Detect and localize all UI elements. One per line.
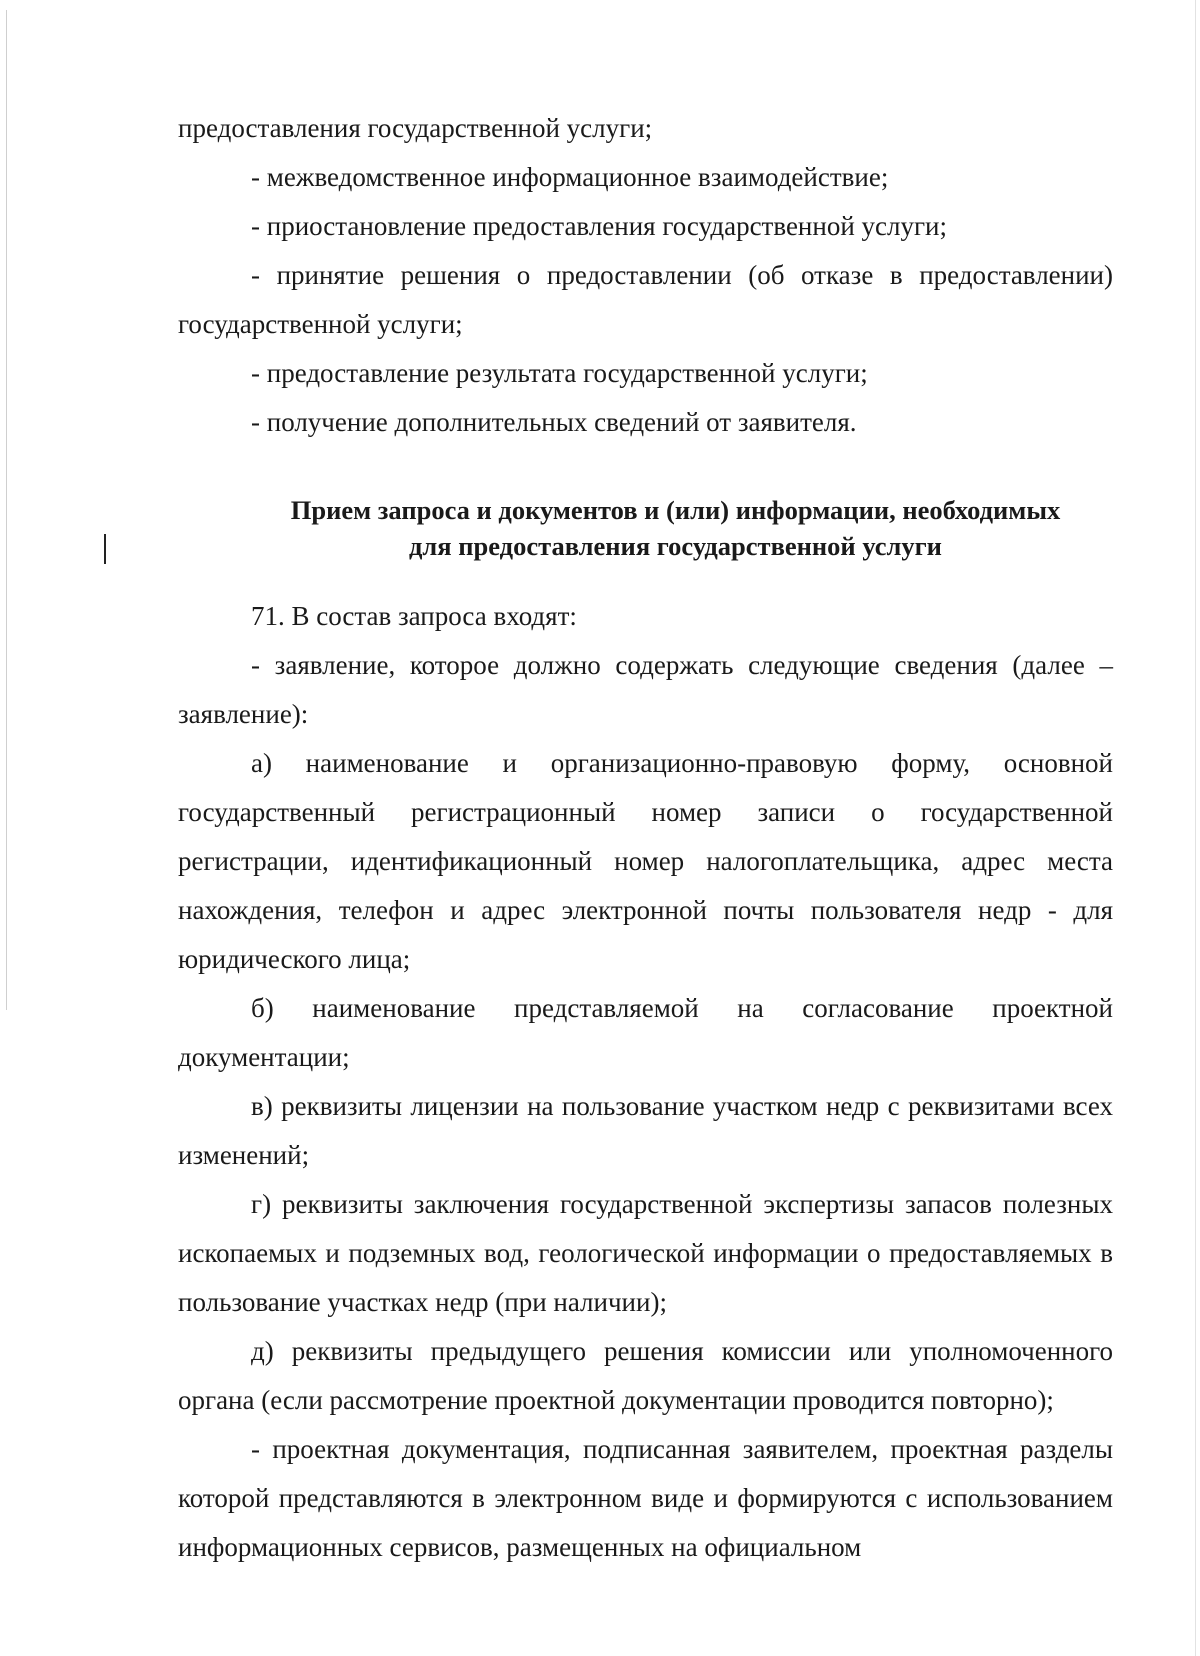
paragraph: - получение дополнительных сведений от заявителя. [251, 407, 857, 437]
paragraph: г) реквизиты заключения государственной экспертизы запасов полезных ископаемых и подземных вод, геологической информации о предоставляемых в пользование участках недр (при наличии); [178, 1189, 1113, 1317]
paragraph: - межведомственное информационное взаимодействие; [251, 162, 889, 192]
paragraph: - заявление, которое должно содержать следующие сведения (далее – заявление): [178, 650, 1113, 729]
top-paragraph-list [178, 104, 1113, 447]
section-heading-line-1: Прием запроса и документов и (или) информации, необходимых [290, 495, 1061, 525]
paragraph: в) реквизиты лицензии на пользование участком недр с реквизитами всех изменений; [178, 1091, 1113, 1170]
document-body [178, 104, 1113, 1572]
margin-change-bar [104, 534, 106, 564]
paragraph: - принятие решения о предоставлении (об отказе в предоставлении) государственной услуги; [178, 260, 1113, 339]
section-heading-line-2: для предоставления государственной услуги [409, 531, 942, 561]
scan-edge-left [6, 10, 7, 1010]
paragraph: б) наименование представляемой на согласование проектной документации; [178, 993, 1113, 1072]
scan-edge-right [1195, 0, 1196, 1656]
paragraph: - приостановление предоставления государственной услуги; [251, 211, 948, 241]
paragraph: а) наименование и организационно-правовую форму, основной государственный регистрационный номер записи о государственной регистрации, идентификационный номер налогоплательщика, адрес места нахождения, телефон и адрес электронной почты пользователя недр - для юридического лица; [178, 748, 1113, 974]
paragraph: - проектная документация, подписанная заявителем, проектная разделы которой представляются в электронном виде и формируются с использованием информационных сервисов, размещенных на официальном [178, 1434, 1113, 1562]
bottom-paragraph-list [178, 592, 1113, 1572]
paragraph: д) реквизиты предыдущего решения комиссии или уполномоченного органа (если рассмотрение проектной документации проводится повторно); [178, 1336, 1113, 1415]
paragraph: - предоставление результата государственной услуги; [251, 358, 868, 388]
section-heading [178, 492, 1113, 564]
paragraph: 71. В состав запроса входят: [251, 601, 577, 631]
paragraph: предоставления государственной услуги; [178, 113, 653, 143]
